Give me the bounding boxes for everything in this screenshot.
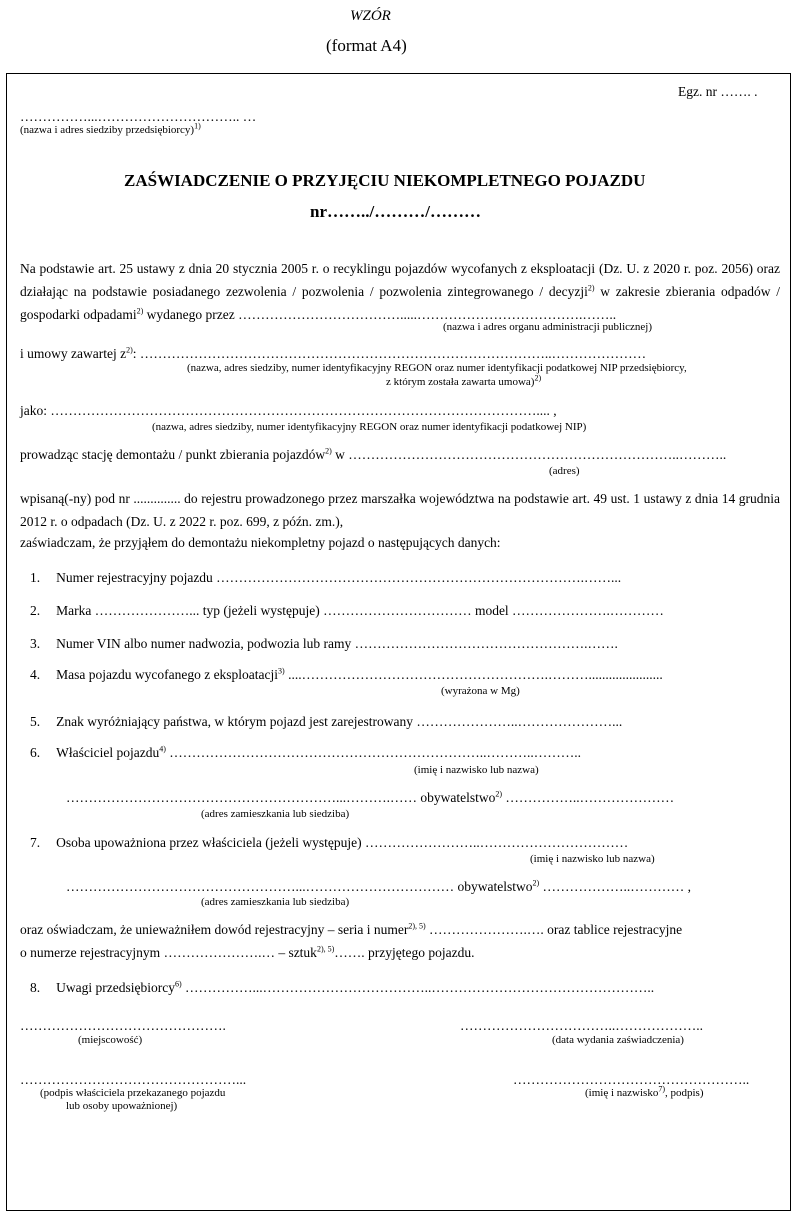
owner-address-caption: (adres zamieszkania lub siedziba) (201, 808, 350, 820)
item-4: 4. Masa pojazdu wycofanego z eksploatacji$^{3)}$ ....……………………………………………….………...................... (30, 666, 663, 682)
item-6-caption: (imię i nazwisko lub nazwa) (414, 764, 539, 776)
issue-date-caption: (data wydania zaświadczenia) (552, 1034, 684, 1046)
item-8: 8. Uwagi przedsiębiorcy$^{6)}$ ……………...………………………………..………………………………………….. (30, 979, 655, 995)
station-line: prowadząc stację demontażu / punkt zbierania pojazdów$^{2)}$ w ………………………………………………………………..……….. (20, 446, 727, 462)
item-6: 6. Właściciel pojazdu$^{4)}$ ……………………………………………………………..………..……….. (30, 744, 581, 760)
item-2: 2. Marka …………………... typ (jeżeli występuje) …………………………… model ………………….………… (30, 603, 664, 618)
item-7: 7. Osoba upoważniona przez właściciela (jeżeli występuje) ……………………..…………………………… (30, 835, 629, 850)
entrepreneur-dots: ……………...………………………….. … (20, 109, 257, 124)
name-signature-caption: (imię i nazwisko$^{7)}$, podpis) (585, 1084, 704, 1099)
agreement-caption-1: (nazwa, adres siedziby, numer identyfikacyjny REGON oraz numer identyfikacji podatkowej NIP przedsiębiorcy, (187, 362, 687, 374)
station-caption: (adres) (549, 465, 580, 477)
issue-date-dots: ……………………………..……………….. (460, 1018, 703, 1033)
item-1: 1. Numer rejestracyjny pojazdu ……………………………………………………………………….……... (30, 570, 622, 585)
declaration-line-2: o numerze rejestracyjnym ………………….… – sztuk$^{2), 5)}$……. przyjętego pojazdu. (20, 944, 475, 960)
agreement-line: i umowy zawartej $z^{2)}$: ………………………………………………………………………………..………………… (20, 345, 647, 361)
as-line: jako: ……………………………………………………………………………………………….... , (20, 403, 557, 418)
authorized-address-line: ……………………………………………...…………………………… obywatelstwo$^{2)}$ ………………..………… , (66, 878, 692, 894)
place-dots: ………………………………………. (20, 1018, 226, 1033)
owner-signature-caption-1: (podpis właściciela przekazanego pojazdu (40, 1087, 226, 1099)
as-caption: (nazwa, adres siedziby, numer identyfikacyjny REGON oraz numer identyfikacji podatkowej NIP) (152, 421, 587, 433)
document-number: nr……../………/……… (310, 202, 481, 221)
format-label: (format A4) (326, 36, 407, 55)
agreement-caption-2: z którym została zawarta umowa)$^{2)}$ (386, 373, 542, 388)
authorized-address-caption: (adres zamieszkania lub siedziba) (201, 896, 350, 908)
intro-paragraph: Na podstawie art. 25 ustawy z dnia 20 stycznia 2005 r. o recyklingu pojazdów wycofanych z eksploatacji (Dz. U. z 2020 r. poz. 2056) oraz działając na podstawie posiadanego zezwolenia / pozwolenia / pozwolenia zintegrowanego / decyzji$^{2)}$ w zakresie zbierania odpadów / gospodarki odpadami$^{2)}$ wydanego przez ……………………………….....……………………………….…….. (20, 261, 780, 322)
item-5: 5. Znak wyróżniający państwa, w którym pojazd jest zarejestrowany …………………..…………………... (30, 714, 623, 729)
place-caption: (miejscowość) (78, 1034, 143, 1046)
declaration-line-1: oraz oświadczam, że unieważniłem dowód rejestracyjny – seria i numer$^{2), 5)}$ ………………….…. oraz tablice rejestracyjne (20, 921, 683, 937)
name-signature-dots: …………………………………………….. (513, 1072, 750, 1087)
owner-signature-dots: …………………………………………... (20, 1072, 247, 1087)
item-3: 3. Numer VIN albo numer nadwozia, podwozia lub ramy …………………………………………….……. (30, 636, 618, 651)
copy-number: Egz. nr ……. . (678, 84, 758, 99)
intro-caption: (nazwa i adres organu administracji publicznej) (443, 321, 653, 333)
entrepreneur-caption: (nazwa i adres siedziby przedsiębiorcy)$^{1)}$ (20, 121, 201, 136)
document-title: ZAŚWIADCZENIE O PRZYJĘCIU NIEKOMPLETNEGO POJAZDU (124, 171, 646, 190)
item-4-caption: (wyrażona w Mg) (441, 685, 520, 697)
register-paragraph: wpisaną(-ny) pod nr .............. do rejestru prowadzonego przez marszałka województwa na podstawie art. 49 ust. 1 ustawy z dnia 14 grudnia 2012 r. o odpadach (Dz. U. z 2022 r. poz. 699, z późn. zm.), (20, 491, 780, 529)
owner-address-line: ……………………………………………………...……….…… obywatelstwo$^{2)}$ ……………..………………… (66, 789, 675, 805)
owner-signature-caption-2: lub osoby upoważnionej) (66, 1100, 178, 1112)
item-7-caption: (imię i nazwisko lub nazwa) (530, 853, 655, 865)
certify-line: zaświadczam, że przyjąłem do demontażu niekompletny pojazd o następujących danych: (20, 535, 501, 550)
wzor-label: WZÓR (350, 8, 391, 24)
